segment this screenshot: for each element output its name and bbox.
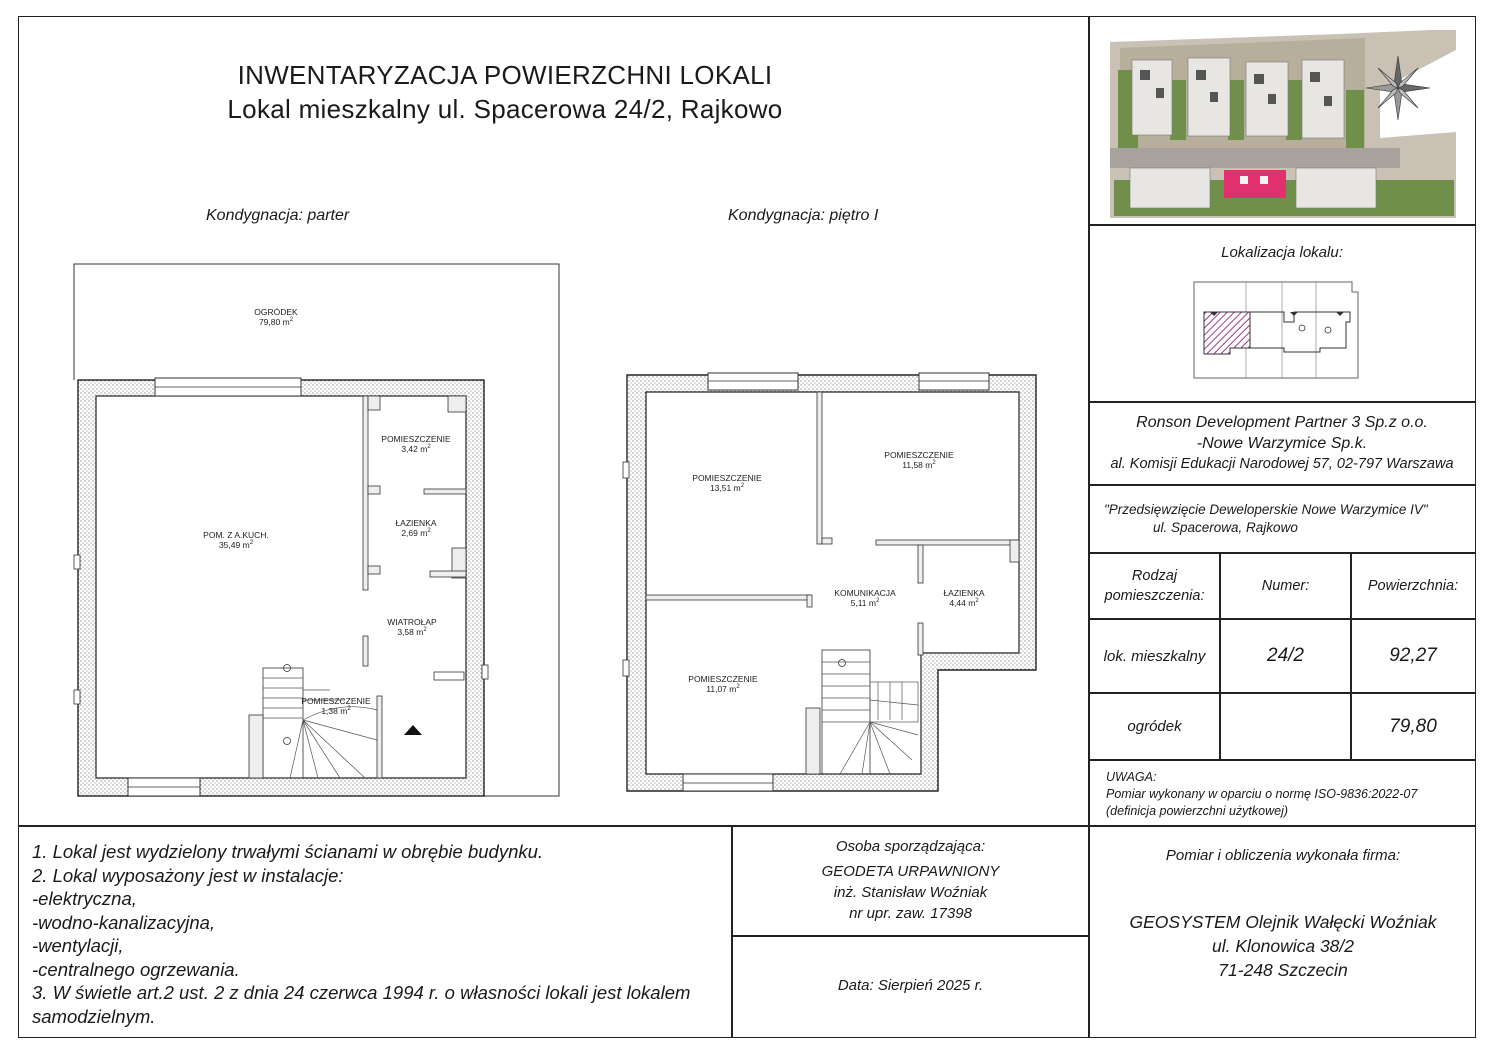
table-header-number: Numer: xyxy=(1261,578,1310,594)
table-row-1-type: lok. mieszkalny xyxy=(1103,647,1206,665)
firm-label: Pomiar i obliczenia wykonała firma: xyxy=(1165,847,1401,864)
first-window-3 xyxy=(683,774,773,791)
room-label-first-room-1: POMIESZCZENIE 13,51 $m^2$ xyxy=(692,473,762,493)
title-line-1: INWENTARYZACJA POWIERZCHNI LOKALI xyxy=(237,60,773,90)
table-row-2-number xyxy=(1221,694,1350,759)
room-label-vestibule: WIATROŁAP 3,58 $m^2$ xyxy=(387,617,437,637)
developer-bottom-line xyxy=(1088,484,1476,486)
note-line: 2. Lokal wyposażony jest w instalacje: xyxy=(32,864,344,886)
room-label-bathroom-ground: ŁAZIENKA 2,69 $m^2$ xyxy=(395,518,437,538)
room-label-first-room-3: POMIESZCZENIE 11,07 $m^2$ xyxy=(688,674,758,694)
author-name: inż. Stanisław Woźniak xyxy=(833,884,988,901)
table-row-2-area: 79,80 xyxy=(1389,715,1437,737)
note-line: 3. W świetle art.2 ust. 2 z dnia 24 czerwca 1994 r. o własności lokali jest lokalem xyxy=(32,982,691,1003)
firm-block xyxy=(1090,910,1476,982)
developer-block xyxy=(1088,412,1476,475)
bottom-section-divider xyxy=(18,825,1476,827)
remark-line-1: Pomiar wykonany w oparciu o normę ISO-9836:2022-07 xyxy=(1106,787,1418,801)
note-line: -wodno-kanalizacyjna, xyxy=(32,911,216,933)
room-label-bathroom-first: ŁAZIENKA 4,44 $m^2$ xyxy=(943,588,985,608)
author-license: nr upr. zaw. 17398 xyxy=(849,905,972,922)
table-header-area: Powierzchnia: xyxy=(1367,578,1459,594)
room-label-storage: POMIESZCZENIE 3,42 $m^2$ xyxy=(381,434,451,454)
document-date: Data: Sierpień 2025 r. xyxy=(837,977,984,994)
note-line: -centralnego ogrzewania. xyxy=(32,958,240,980)
title-line-2: Lokal mieszkalny ul. Spacerowa 24/2, Rajkowo xyxy=(227,94,783,124)
remark-title: UWAGA: xyxy=(1106,770,1157,784)
location-mini-plan xyxy=(1190,278,1364,382)
note-line: -wentylacji, xyxy=(32,935,124,956)
site-map xyxy=(1110,30,1456,218)
note-line: -elektryczna, xyxy=(32,888,137,909)
developer-name-2: -Nowe Warzymice Sp.k. xyxy=(1196,435,1368,452)
firm-name: GEOSYSTEM Olejnik Wałęcki Woźniak xyxy=(1129,912,1437,932)
first-outer-wall xyxy=(627,375,1036,791)
first-floor-label: Kondygnacja: piętro I xyxy=(728,207,879,224)
room-label-kitchen: POM. Z A.KUCH. 35,49 $m^2$ xyxy=(203,530,269,550)
table-header-type: Rodzaj pomieszczenia: xyxy=(1104,568,1205,604)
note-line: samodzielnym. xyxy=(32,1005,156,1027)
garden-outline xyxy=(74,264,559,796)
author-date-divider xyxy=(731,935,1088,937)
room-label-ogrodek: OGRÓDEK 79,80 $m^2$ xyxy=(254,307,298,327)
location-label: Lokalizacja lokalu: xyxy=(1221,244,1343,261)
author-label: Osoba sporządzająca: xyxy=(835,838,986,855)
firm-street: ul. Klonowica 38/2 xyxy=(1211,936,1355,956)
entrance-arrow xyxy=(404,725,422,735)
room-label-understairs: POMIESZCZENIE 1,38 $m^2$ xyxy=(301,696,371,716)
project-address: ul. Spacerowa, Rajkowo xyxy=(1153,520,1298,535)
author-title: GEODETA URPAWNIONY xyxy=(821,863,1000,880)
location-bottom-line xyxy=(1088,401,1476,403)
developer-address: al. Komisji Edukacji Narodowej 57, 02-797 Warszawa xyxy=(1110,456,1454,472)
table-row-2-type: ogródek xyxy=(1127,718,1182,735)
map-bottom-line xyxy=(1088,224,1476,226)
remark-block xyxy=(1106,769,1417,820)
table-row2-line xyxy=(1088,759,1476,761)
note-line: 1. Lokal jest wydzielony trwałymi ścianami w obrębie budynku. xyxy=(32,841,544,862)
table-row-1-number: 24/2 xyxy=(1267,645,1304,666)
notes-list xyxy=(32,840,732,1028)
room-label-hallway: KOMUNIKACJA 5,11 $m^2$ xyxy=(834,588,896,608)
ground-floor-label: Kondygnacja: parter xyxy=(206,207,350,224)
room-label-first-room-2: POMIESZCZENIE 11,58 $m^2$ xyxy=(884,450,954,470)
developer-name: Ronson Development Partner 3 Sp.z o.o. xyxy=(1136,414,1428,431)
highlighted-unit xyxy=(1224,170,1286,198)
firm-city: 71-248 Szczecin xyxy=(1218,960,1348,980)
author-block xyxy=(733,836,1088,924)
first-window-1 xyxy=(708,373,798,390)
first-window-2 xyxy=(919,373,989,390)
remark-line-2: (definicja powierzchni użytkowej) xyxy=(1106,804,1289,818)
project-name: "Przedsięwzięcie Deweloperskie Nowe Warzymice IV" xyxy=(1104,502,1428,517)
table-row-1-area: 92,27 xyxy=(1389,645,1437,666)
